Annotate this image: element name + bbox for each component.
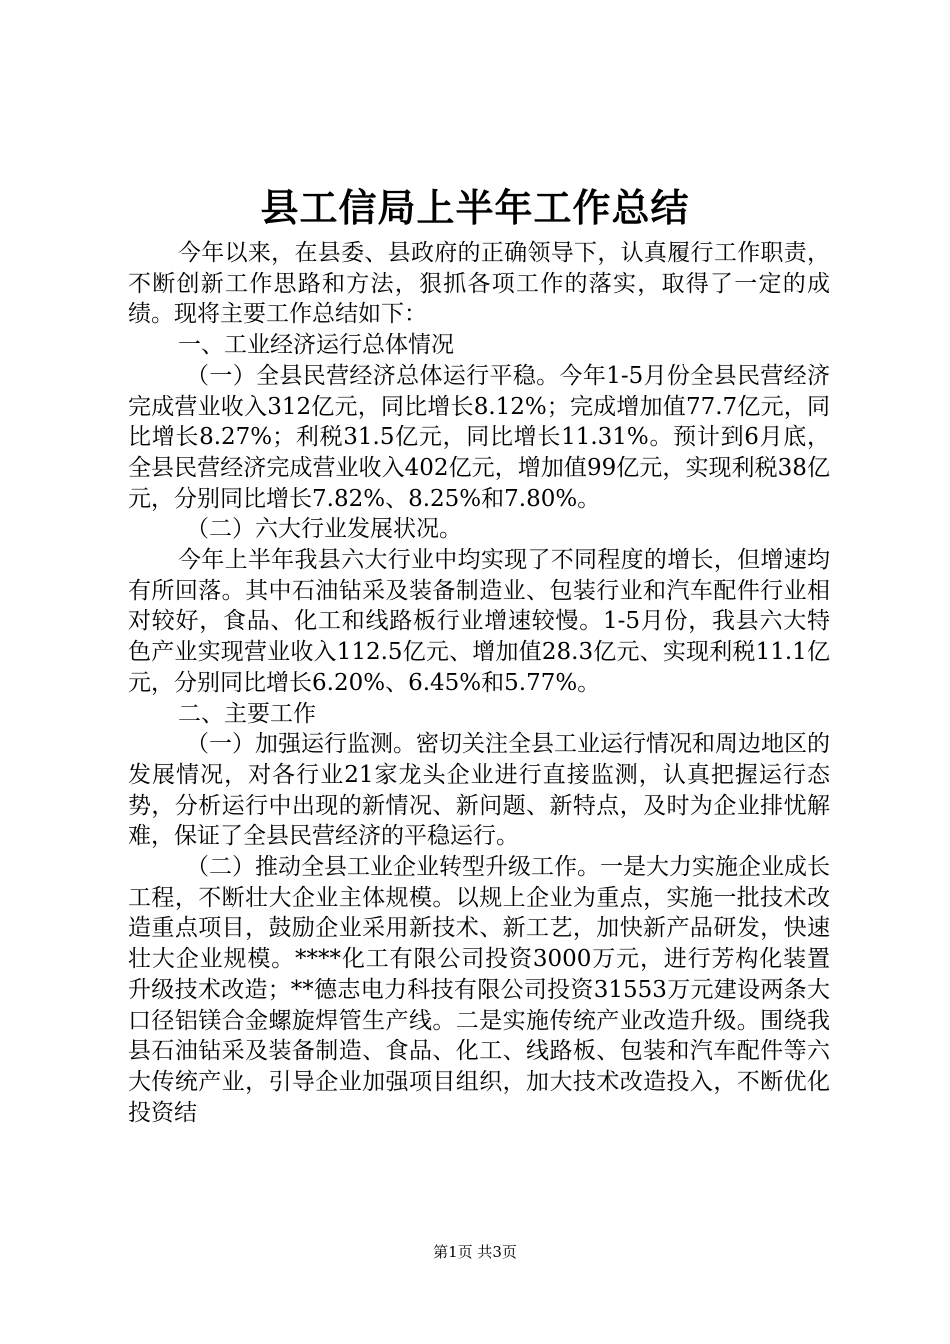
page-footer: 第1页 共3页 — [433, 1243, 517, 1261]
intro-paragraph: 今年以来，在县委、县政府的正确领导下，认真履行工作职责，不断创新工作思路和方法，狠抓各项工作的落实，取得了一定的成绩。现将主要工作总结如下： — [128, 240, 830, 328]
section-heading-2: 二、主要工作 — [178, 700, 316, 727]
subsection-paragraph-2-2: （二）推动全县工业企业转型升级工作。一是大力实施企业成长工程，不断壮大企业主体规模。以规上企业为重点，实施一批技术改造重点项目，鼓励企业采用新技术、新工艺，加快新产品研发，快速壮大企业规模。****化工有限公司投资3000万元，进行芳构化装置升级技术改造；**德志电力科技有限公司投资31553万元建设两条大口径铝镁合金螺旋焊管生产线。二是实施传统产业改造升级。围绕我县石油钻采及装备制造、食品、化工、线路板、包装和汽车配件等六大传统产业，引导企业加强项目组织，加大技术改造投入，不断优化投资结 — [128, 854, 830, 1126]
document-body — [128, 238, 830, 1128]
subsection-heading-1-2: （二）六大行业发展状况。 — [186, 516, 462, 543]
subsection-paragraph-1-1: （一）全县民营经济总体运行平稳。今年1-5月份全县民营经济完成营业收入312亿元，同比增长8.12%；完成增加值77.7亿元，同比增长8.27%；利税31.5亿元，同比增长11.31%。预计到6月底，全县民营经济完成营业收入402亿元，增加值99亿元，实现利税38亿元，分别同比增长7.82%、8.25%和7.80%。 — [128, 362, 830, 512]
subsection-paragraph-2-1: （一）加强运行监测。密切关注全县工业运行情况和周边地区的发展情况，对各行业21家龙头企业进行直接监测，认真把握运行态势，分析运行中出现的新情况、新问题、新特点，及时为企业排忧解难，保证了全县民营经济的平稳运行。 — [128, 731, 830, 850]
section-heading-1: 一、工业经济运行总体情况 — [178, 332, 454, 359]
industry-paragraph: 今年上半年我县六大行业中均实现了不同程度的增长，但增速均有所回落。其中石油钻采及装备制造业、包装行业和汽车配件行业相对较好，食品、化工和线路板行业增速较慢。1-5月份，我县六大特色产业实现营业收入112.5亿元、增加值28.3亿元、实现利税11.1亿元，分别同比增长6.20%、6.45%和5.77%。 — [128, 547, 830, 696]
page-title: 县工信局上半年工作总结 — [260, 185, 690, 230]
